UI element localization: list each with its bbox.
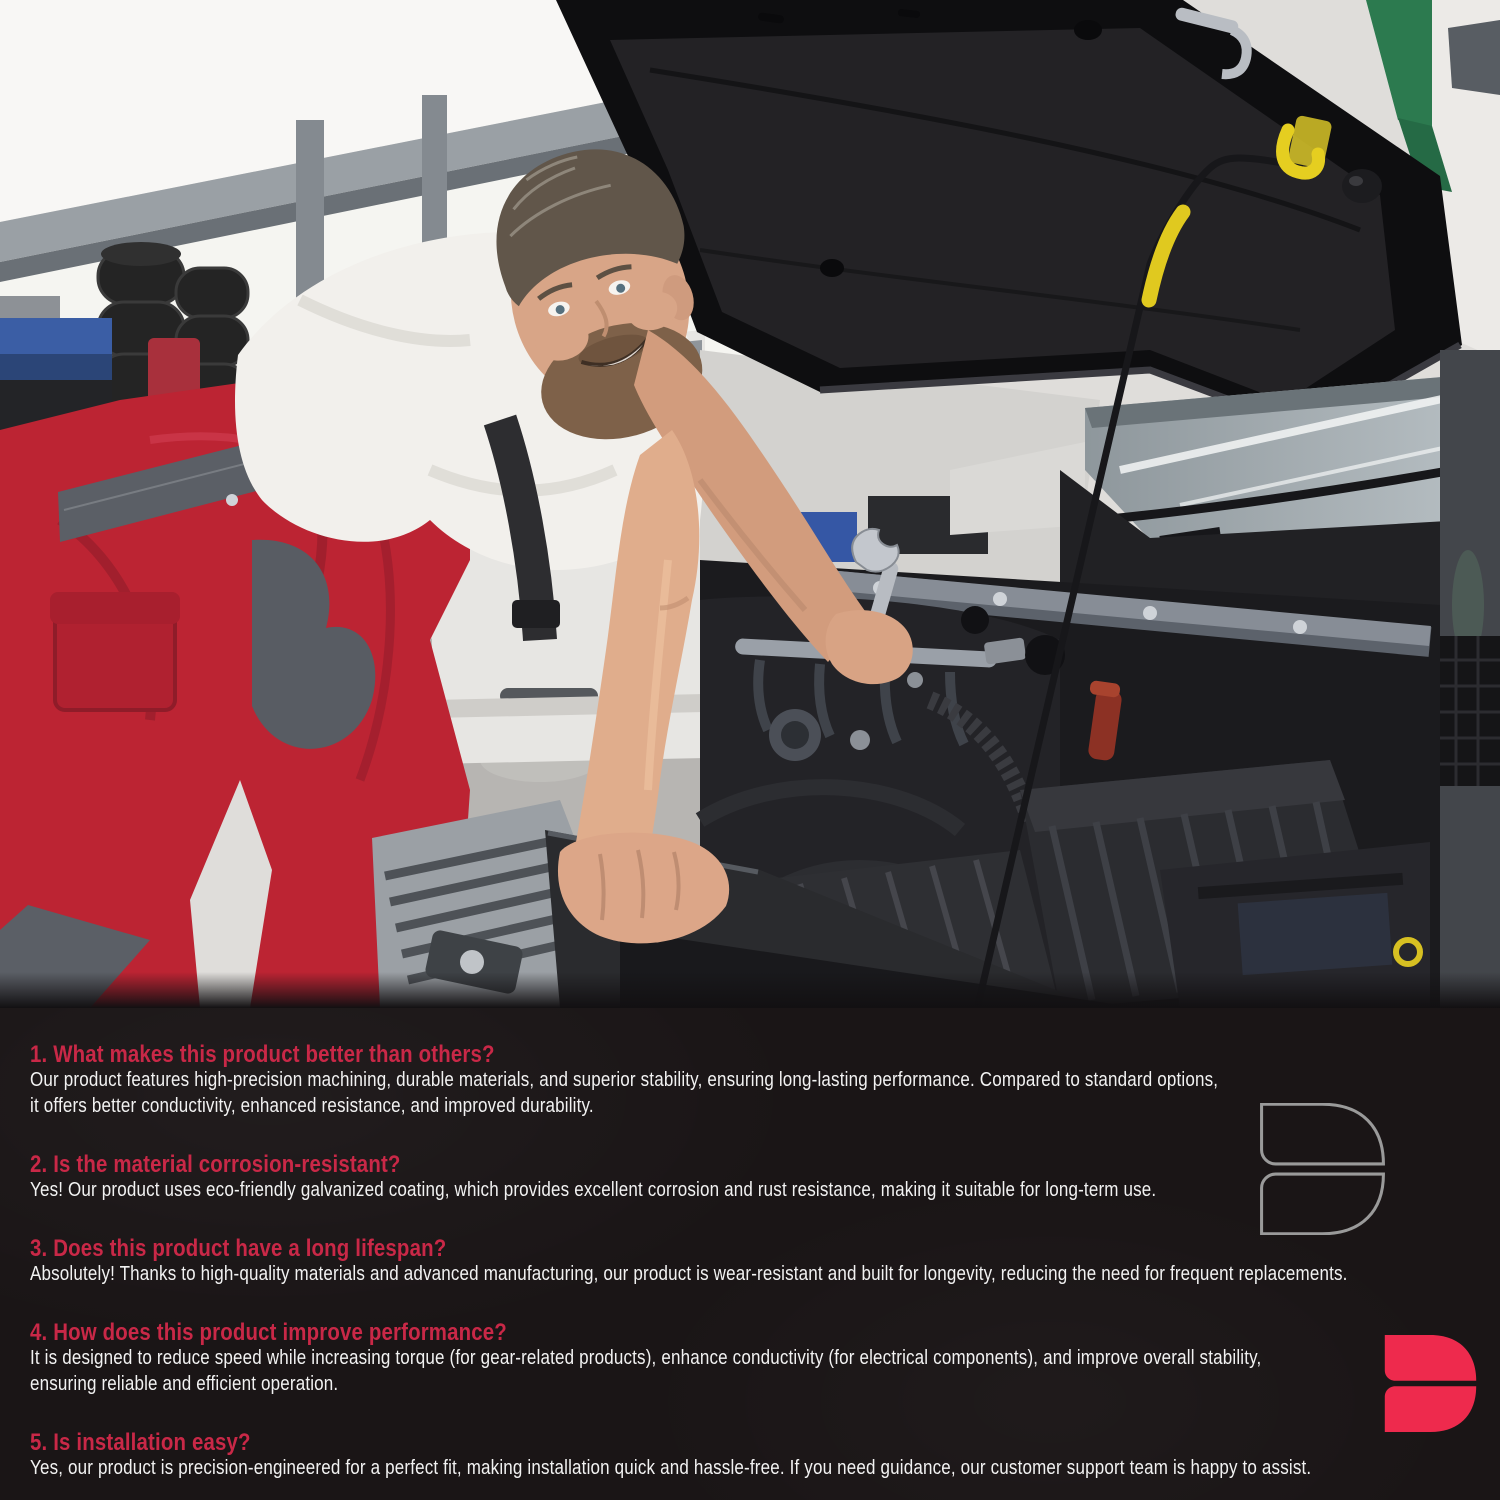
- brand-split-d-red-icon: [1383, 1335, 1478, 1432]
- faq-question-2: 2. Is the material corrosion-resistant?: [30, 1151, 401, 1178]
- faq-item-1: [30, 1043, 1470, 1119]
- faq-answer-3-line-1: Absolutely! Thanks to high-quality materials and advanced manufacturing, our product is wear-resistant and built for longevity, reducing the need for frequent replacements.: [30, 1263, 1348, 1285]
- faq-answer-5-line-1: Yes, our product is precision-engineered for a perfect fit, making installation quick and hassle-free. If you need guidance, our customer support team is happy to assist.: [30, 1457, 1312, 1479]
- faq-item-2: [30, 1153, 1470, 1203]
- faq-item-5: [30, 1431, 1470, 1481]
- faq-answer-4-line-2: ensuring reliable and efficient operation.: [30, 1373, 339, 1395]
- faq-answer-4-line-1: It is designed to reduce speed while increasing torque (for gear-related products), enhance conductivity (for electrical components), and improve overall stability,: [30, 1347, 1262, 1369]
- faq-question-5: 5. Is installation easy?: [30, 1429, 251, 1456]
- faq-answer-2-line-1: Yes! Our product uses eco-friendly galvanized coating, which provides excellent corrosion and rust resistance, making it suitable for long-term use.: [30, 1179, 1157, 1201]
- faq-question-4: 4. How does this product improve performance?: [30, 1319, 507, 1346]
- faq-item-3: [30, 1237, 1470, 1287]
- faq-answer-1-line-1: Our product features high-precision machining, durable materials, and superior stability, ensuring long-lasting performance. Compared to standard options,: [30, 1069, 1219, 1091]
- faq-panel: [0, 1008, 1500, 1500]
- brand-split-d-outline-icon: [1259, 1103, 1386, 1235]
- faq-question-1: 1. What makes this product better than others?: [30, 1041, 495, 1068]
- faq-answer-1-line-2: it offers better conductivity, enhanced resistance, and improved durability.: [30, 1095, 594, 1117]
- faq-question-3: 3. Does this product have a long lifespan?: [30, 1235, 447, 1262]
- faq-item-4: [30, 1321, 1470, 1397]
